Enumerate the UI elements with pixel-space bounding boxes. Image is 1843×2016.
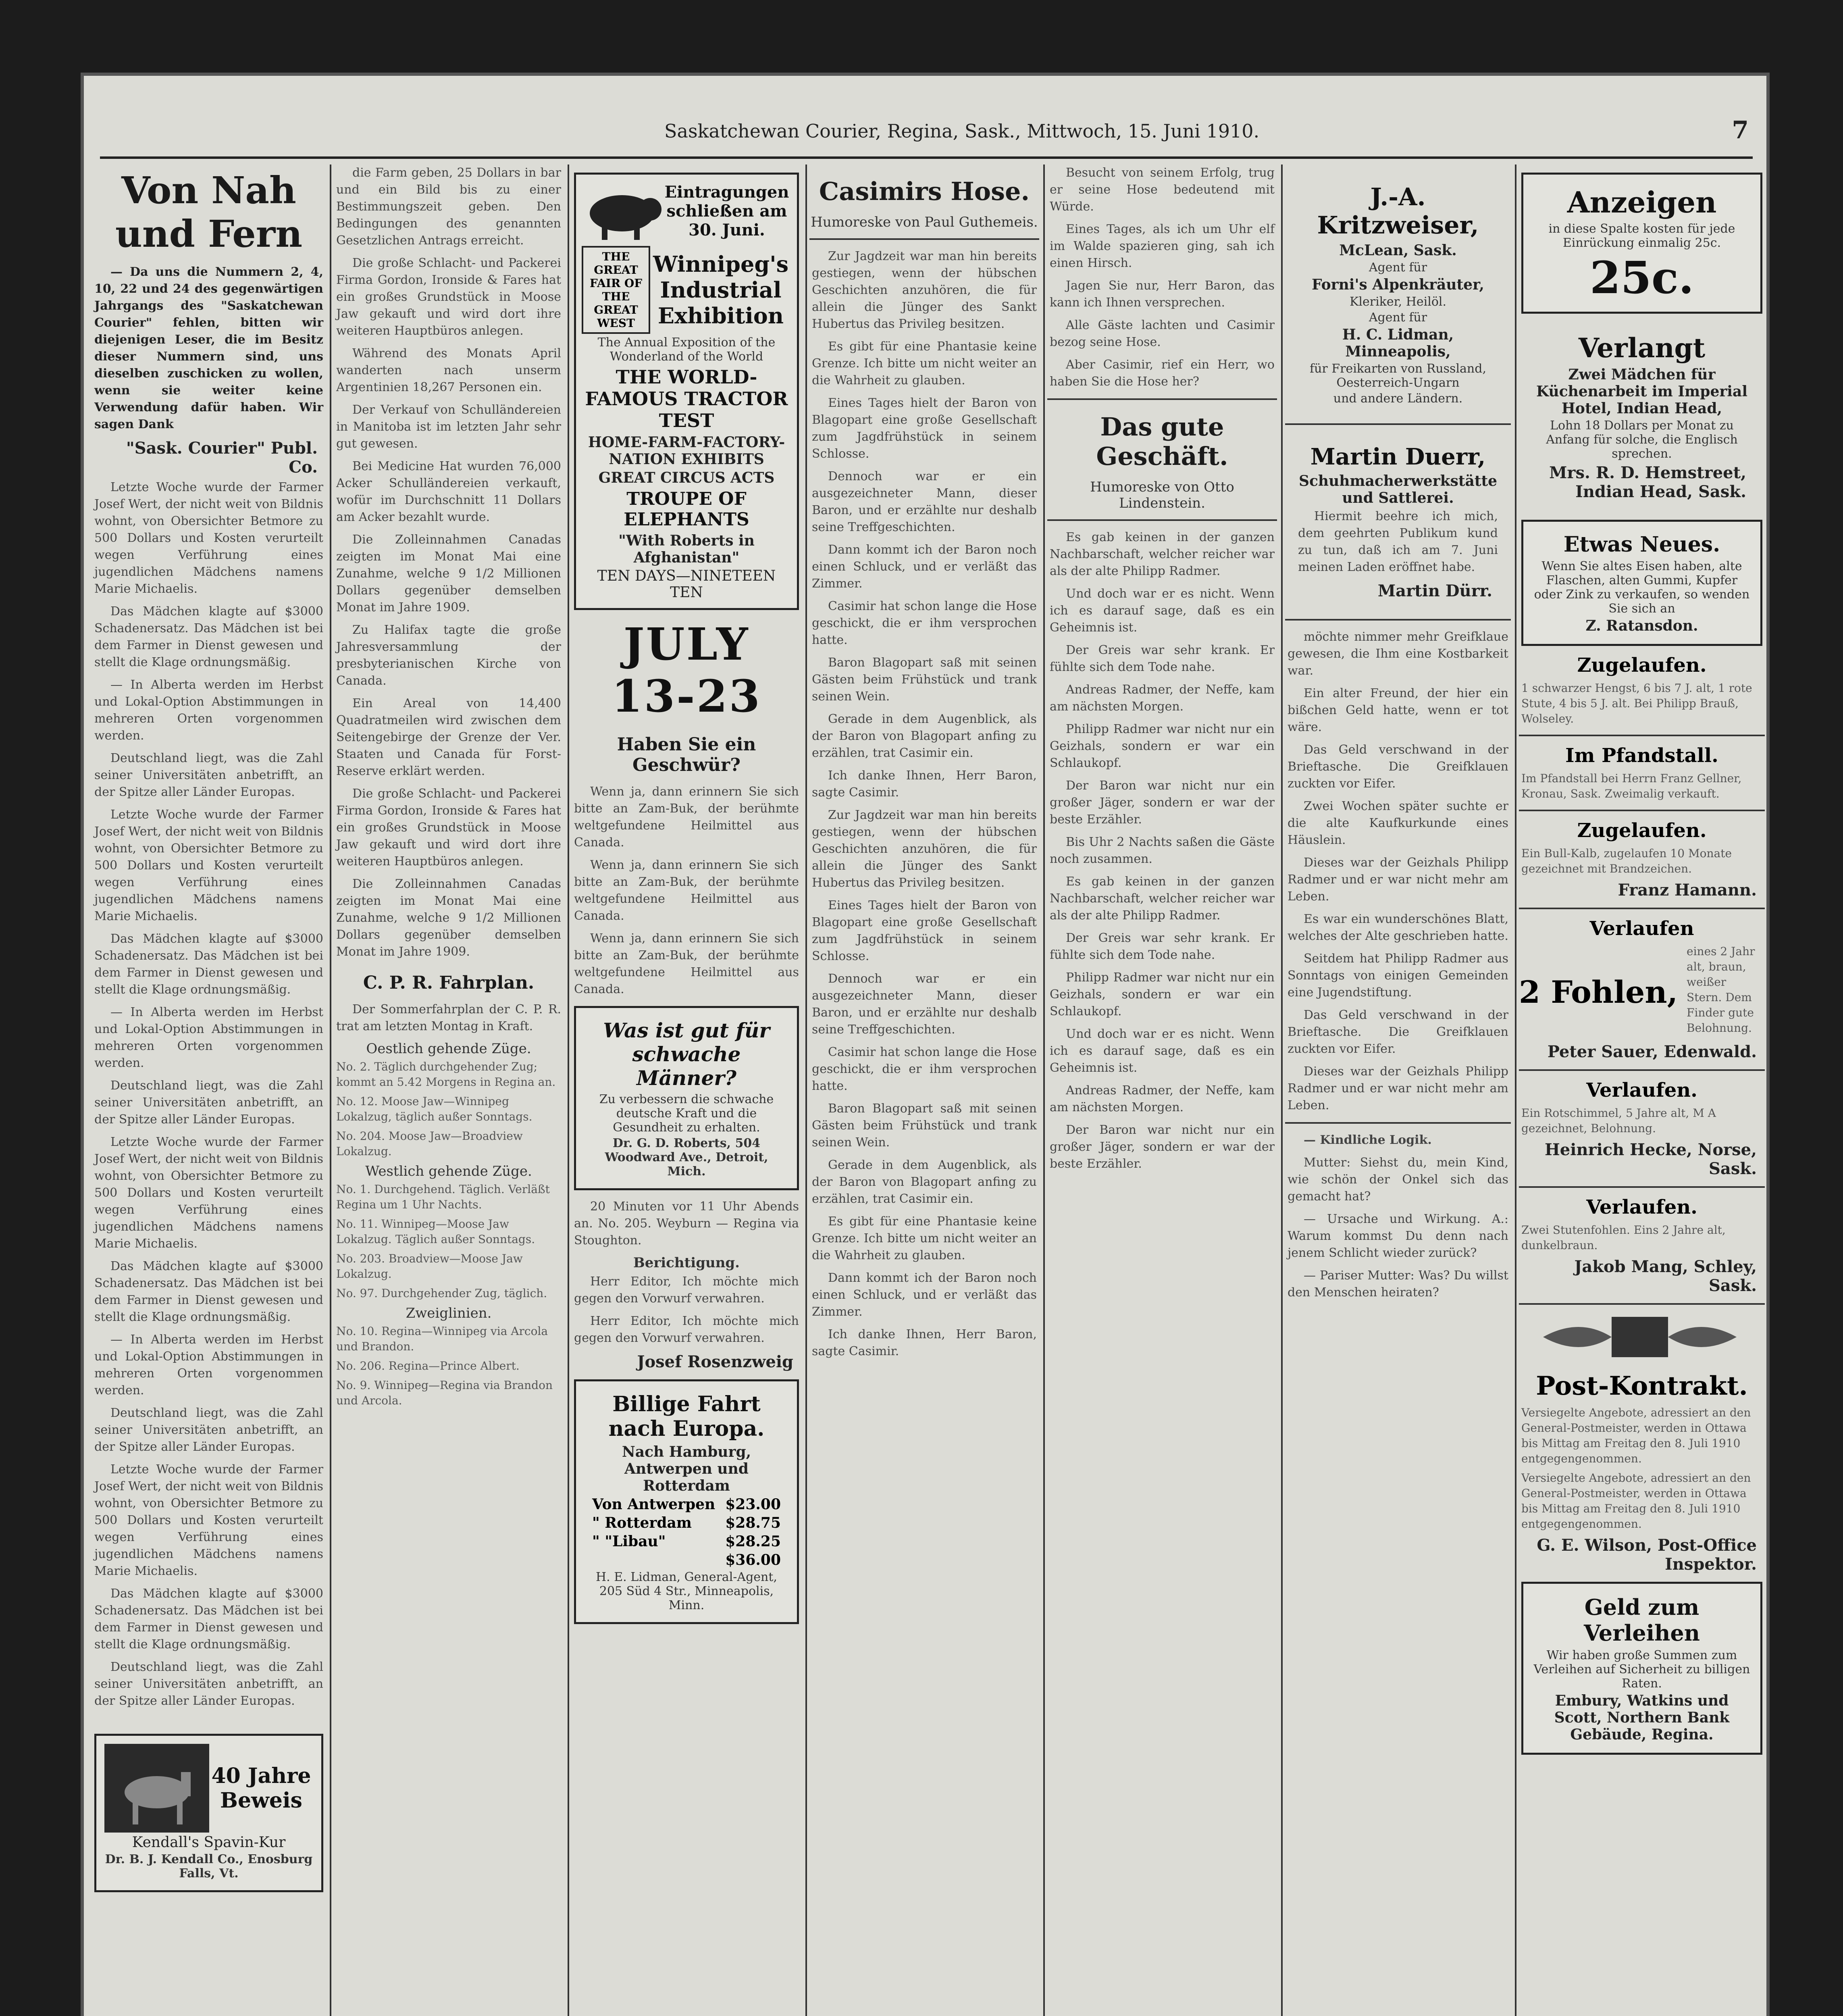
article-paragraph: Das Mädchen klagte auf $3000 Schadenersatz. Das Mädchen ist bei dem Farmer in Dienst gewesen und stellt die Klage ordnungsmäßig. — [94, 1587, 323, 1652]
section-title: Von Nah und Fern — [115, 169, 303, 256]
ad-place: McLean, Sask. — [1339, 242, 1457, 259]
story-paragraph: Es gibt für eine Phantasie keine Grenze. Ich bitte um nicht weiter an die Wahrheit zu glauben. — [812, 339, 1037, 387]
story-paragraph: Es gibt für eine Phantasie keine Grenze. Ich bitte um nicht weiter an die Wahrheit zu glauben. — [812, 1214, 1037, 1262]
branch-title: Zweiglinien. — [406, 1305, 492, 1321]
train-line: No. 203. Broadview—Moose Jaw Lokalzug. — [336, 1252, 523, 1281]
ad-line: und andere Ländern. — [1333, 392, 1463, 406]
ad-text: Zu verbessern die schwache deutsche Kraft und die Gesundheit zu erhalten. — [599, 1092, 774, 1135]
ad-price: 25c. — [1589, 252, 1694, 304]
correction-title: Berichtigung. — [633, 1255, 740, 1271]
dates-banner — [574, 618, 799, 722]
column-rule — [568, 165, 569, 2016]
story-paragraph: Gerade in dem Augenblick, als der Baron von Blagopart anfing zu erzählen, trat Casimir ein. — [812, 1158, 1037, 1206]
story-paragraph: Dennoch war er ein ausgezeichneter Mann, dieser Baron, und er erzählte nur deshalb seine Treffgeschichten. — [812, 469, 1037, 534]
ad-title: Was ist gut für schwache Männer? — [603, 1018, 770, 1090]
divider — [1519, 1069, 1765, 1071]
ad-signature: Martin Dürr. — [1377, 581, 1492, 600]
fohlen-heading: 2 Fohlen, — [1519, 974, 1678, 1010]
story-paragraph: Dann kommt ich der Baron noch einen Schluck, und er verläßt das Zimmer. — [812, 543, 1037, 591]
divider — [1047, 519, 1277, 521]
notice-signature: Heinrich Hecke, Norse, Sask. — [1545, 1140, 1757, 1178]
article-paragraph: Der Verkauf von Schulländereien in Manitoba ist im letzten Jahr sehr gut gewesen. — [336, 403, 561, 451]
column-rule — [1043, 165, 1045, 2016]
price-row: Von Antwerpen $23.00 — [592, 1496, 781, 1513]
divider — [809, 238, 1039, 240]
story-paragraph: Dann kommt ich der Baron noch einen Schluck, und er verläßt das Zimmer. — [812, 1271, 1037, 1319]
ad-footer: H. E. Lidman, General-Agent, 205 Süd 4 Str., Minneapolis, Minn. — [596, 1570, 777, 1612]
correction-text: Herr Editor, Ich möchte mich gegen den Vorwurf verwahren. — [574, 1314, 799, 1345]
article-paragraph: Ein Areal von 14,400 Quadratmeilen wird zwischen dem Seitengebirge der Grenze der Ver. Staaten und Canada für Forst-Reserve erklärt werden. — [336, 696, 561, 778]
ad-line: H. C. Lidman, Minneapolis, — [1342, 326, 1454, 360]
article-paragraph: Bei Medicine Hat wurden 76,000 Acker Schulländereien verkauft, wofür im Durchschnitt 11 Dollars am Acker bezahlt wurde. — [336, 459, 561, 524]
post-title: Post-Kontrakt. — [1536, 1371, 1748, 1401]
ad-feature: HOME-FARM-FACTORY-NATION EXHIBITS — [588, 434, 785, 468]
story-paragraph: Der Baron war nicht nur ein großer Jäger, sondern er war der beste Erzähler. — [1050, 779, 1275, 827]
notice-text: Ein Bull-Kalb, zugelaufen 10 Monate gezeichnet mit Brandzeichen. — [1521, 847, 1732, 875]
horse-icon — [104, 1744, 209, 1833]
story-subtitle: Humoreske von Paul Guthemeis. — [811, 214, 1038, 230]
story-paragraph: Aber Casimir, rief ein Herr, wo haben Sie die Hose her? — [1050, 358, 1275, 389]
story-paragraph: Bis Uhr 2 Nachts saßen die Gäste noch zusammen. — [1050, 835, 1275, 866]
kritzweiser-ad — [1288, 173, 1508, 415]
buffalo-icon — [582, 181, 662, 242]
ad-line: Forni's Alpenkräuter, — [1312, 276, 1484, 293]
ad-line: Kleriker, Heilöl. — [1349, 295, 1447, 309]
east-title: Oestlich gehende Züge. — [366, 1041, 531, 1057]
story-paragraph: Zur Jagdzeit war man hin bereits gestiegen, wenn der hübschen Geschichten anzuhören, die für allein die Jünger des Sankt Hubertus das Privileg besitzen. — [812, 249, 1037, 331]
story-paragraph: Zwei Wochen später suchte er die alte Kaufkurkunde eines Häuslein. — [1288, 799, 1508, 847]
ad-feature: GREAT CIRCUS ACTS — [598, 469, 775, 486]
roberts-ad — [574, 1006, 799, 1190]
article-paragraph: Letzte Woche wurde der Farmer Josef Wert, der nicht weit von Bildnis wohnt, von Obersichter Betmore zu 500 Dollars und Kosten verurteilt wegen Verführung eines jugendlichen Mädchens namens Marie Michaelis. — [94, 1462, 323, 1578]
story-paragraph: Dieses war der Geizhals Philipp Radmer und er war nicht mehr am Leben. — [1288, 1064, 1508, 1112]
story-paragraph: Andreas Radmer, der Neffe, kam am nächsten Morgen. — [1050, 683, 1275, 714]
west-title: Westlich gehende Züge. — [365, 1163, 532, 1179]
train-line: No. 10. Regina—Winnipeg via Arcola und Brandon. — [336, 1325, 548, 1353]
article-paragraph: Deutschland liegt, was die Zahl seiner Universitäten anbetrifft, an der Spitze aller Länder Europas. — [94, 751, 323, 799]
schedule-text: 20 Minuten vor 11 Uhr Abends an. No. 205. Weyburn — Regina via Stoughton. — [574, 1200, 799, 1248]
story-title: Das gute Geschäft. — [1096, 412, 1228, 471]
story-paragraph: — Pariser Mutter: Was? Du willst den Menschen heiraten? — [1288, 1268, 1508, 1300]
story-paragraph: Seitdem hat Philipp Radmer aus Sonntags von einigen Gemeinden eine Jugendstiftung. — [1288, 952, 1508, 1000]
kinder-title: — Kindliche Logik. — [1304, 1133, 1432, 1147]
notice-signature: Peter Sauer, Edenwald. — [1547, 1042, 1757, 1061]
article-paragraph: — In Alberta werden im Herbst und Lokal-Option Abstimmungen in mehreren Orten vorgenommen werden. — [94, 1333, 323, 1397]
ad-title: Billige Fahrt nach Europa. — [608, 1392, 765, 1441]
story-title: Casimirs Hose. — [819, 177, 1030, 206]
article-paragraph: die Farm geben, 25 Dollars in bar und ein Bild bis zu einer Bestimmungszeit geben. Den Bedingungen des genannten Gesetzlichen Antrags erreicht. — [336, 166, 561, 248]
price-row: $36.00 — [725, 1552, 781, 1568]
story-paragraph: Der Baron war nicht nur ein großer Jäger, sondern er war der beste Erzähler. — [1050, 1123, 1275, 1171]
divider — [1519, 810, 1765, 811]
ad-title: Etwas Neues. — [1563, 532, 1720, 557]
story-paragraph: Philipp Radmer war nicht nur ein Geizhals, sondern er war ein Schlaukopf. — [1050, 722, 1275, 770]
ad-text: in diese Spalte kosten für jede Einrückung einmalig 25c. — [1548, 222, 1735, 250]
column-rule — [1515, 165, 1516, 2016]
ad-feature: TROUPE OF ELEPHANTS — [624, 489, 749, 530]
article-paragraph: Das Mädchen klagte auf $3000 Schadenersatz. Das Mädchen ist bei dem Farmer in Dienst gewesen und stellt die Klage ordnungsmäßig. — [94, 1259, 323, 1324]
ad-subtitle: Kendall's Spavin-Kur — [132, 1834, 286, 1851]
story-paragraph: — Ursache und Wirkung. A.: Warum kommst Du denn nach jenem Schlicht wieder zurück? — [1288, 1212, 1508, 1260]
ad-name: J.-A. Kritzweiser, — [1317, 183, 1479, 240]
article-paragraph: Letzte Woche wurde der Farmer Josef Wert, der nicht weit von Bildnis wohnt, von Obersichter Betmore zu 500 Dollars und Kosten verurteilt wegen Verführung eines jugendlichen Mädchens namens Marie Michaelis. — [94, 1135, 323, 1251]
ad-text: Lohn 18 Dollars per Monat zu Anfang für solche, die Englisch sprechen. — [1546, 419, 1738, 461]
article-paragraph: Die große Schlacht- und Packerei Firma Gordon, Ironside & Fares hat ein großes Grundstück in Moose Jaw gekauft und wird dort ihre weiteren Hauptbüros anlegen. — [336, 787, 561, 868]
kendall-ad — [94, 1734, 323, 1892]
divider — [1047, 398, 1277, 400]
duerr-ad — [1288, 433, 1508, 611]
divider — [1519, 735, 1765, 736]
notice: — Da uns die Nummern 2, 4, 10, 22 und 24 des gegenwärtigen Jahrgangs des "Saskatchewan Courier" fehlen, bitten wir diejenigen Leser, die im Besitz dieser Nummern sind, uns dieselben zuschicken zu wollen, wenn sie weiter keine Verwendung dafür haben. Wir sagen Dank — [94, 265, 323, 431]
story-subtitle: Humoreske von Otto Lindenstein. — [1090, 479, 1234, 511]
ad-title: Geld zum Verleihen — [1583, 1594, 1700, 1646]
fohlen-row — [1519, 944, 1765, 1040]
article-paragraph: Letzte Woche wurde der Farmer Josef Wert, der nicht weit von Bildnis wohnt, von Obersichter Betmore zu 500 Dollars und Kosten verurteilt wegen Verführung eines jugendlichen Mädchens namens Marie Michaelis. — [94, 808, 323, 923]
ad-title: Verlangt — [1578, 332, 1706, 364]
anzeigen-box — [1521, 173, 1762, 314]
notice-text: Ein Rotschimmel, 5 Jahre alt, M A gezeichnet, Belohnung. — [1521, 1106, 1716, 1135]
column-3 — [572, 165, 801, 2016]
ad-signature: Mrs. R. D. Hemstreet, Indian Head, Sask. — [1549, 463, 1746, 501]
cpr-text: Der Sommerfahrplan der C. P. R. trat am letzten Montag in Kraft. — [336, 1002, 561, 1033]
article-paragraph: Deutschland liegt, was die Zahl seiner Universitäten anbetrifft, an der Spitze aller Länder Europas. — [94, 1660, 323, 1708]
column-rule — [330, 165, 331, 2016]
story-paragraph: Casimir hat schon lange die Hose geschickt, die er ihm versprochen hatte. — [812, 599, 1037, 647]
ad-signature: Z. Ratansdon. — [1585, 617, 1698, 634]
article-paragraph: — In Alberta werden im Herbst und Lokal-Option Abstimmungen in mehreren Orten vorgenommen werden. — [94, 678, 323, 743]
ad-name: Martin Duerr, — [1310, 444, 1486, 470]
notice-signature: "Sask. Courier" Publ. Co. — [126, 439, 318, 477]
post-signature: G. E. Wilson, Post-Office Inspektor. — [1537, 1536, 1757, 1574]
article-paragraph: Wenn ja, dann erinnern Sie sich bitte an Zam-Buk, der berühmte weltgefundene Heilmittel aus Canada. — [574, 785, 799, 850]
notice-signature: Jakob Mang, Schley, Sask. — [1574, 1257, 1757, 1295]
ad-days: TEN DAYS—NINETEEN TEN — [597, 568, 776, 601]
article-paragraph: Letzte Woche wurde der Farmer Josef Wert, der nicht weit von Bildnis wohnt, von Obersichter Betmore zu 500 Dollars und Kosten verurteilt wegen Verführung eines jugendlichen Mädchens namens Marie Michaelis. — [94, 480, 323, 596]
column-1 — [92, 165, 326, 2016]
ad-feature: THE WORLD-FAMOUS TRACTOR TEST — [585, 366, 788, 431]
story-paragraph: Der Greis war sehr krank. Er fühlte sich dem Tode nahe. — [1050, 643, 1275, 674]
notice-text: eines 2 Jahr alt, braun, weißer Stern. Dem Finder gute Belohnung. — [1687, 945, 1755, 1035]
story-paragraph: Dennoch war er ein ausgezeichneter Mann, dieser Baron, und er erzählte nur deshalb seine Treffgeschichten. — [812, 972, 1037, 1037]
story-paragraph: Besucht von seinem Erfolg, trug er seine Hose bedeutend mit Würde. — [1050, 166, 1275, 214]
ad-head: Nach Hamburg, Antwerpen und Rotterdam — [622, 1443, 751, 1494]
train-line: No. 206. Regina—Prince Albert. — [336, 1359, 520, 1372]
notice-title: Zugelaufen. — [1577, 819, 1707, 842]
article-paragraph: Wenn ja, dann erinnern Sie sich bitte an Zam-Buk, der berühmte weltgefundene Heilmittel aus Canada. — [574, 858, 799, 923]
story-paragraph: Jagen Sie nur, Herr Baron, das kann ich Ihnen versprechen. — [1050, 279, 1275, 310]
ad-text: Wir haben große Summen zum Verleihen auf Sicherheit zu billigen Raten. — [1533, 1648, 1750, 1691]
ad-sub: Zwei Mädchen für Küchenarbeit im Imperial Hotel, Indian Head, — [1536, 366, 1747, 417]
ad-text: Wenn Sie altes Eisen haben, alte Flaschen, alten Gummi, Kupfer oder Zink zu verkaufen, so wenden Sie sich an — [1534, 559, 1750, 616]
train-line: No. 97. Durchgehender Zug, täglich. — [336, 1287, 547, 1300]
story-paragraph: Eines Tages hielt der Baron von Blagopart eine große Gesellschaft zum Jagdfrühstück in seinem Schlosse. — [812, 396, 1037, 461]
story-paragraph: Es gab keinen in der ganzen Nachbarschaft, welcher reicher war als der alte Philipp Radmer. — [1050, 875, 1275, 923]
divider — [1285, 619, 1511, 621]
story-paragraph: Zur Jagdzeit war man hin bereits gestiegen, wenn der hübschen Geschichten anzuhören, die für allein die Jünger des Sankt Hubertus das Privileg besitzen. — [812, 808, 1037, 890]
europe-ad — [574, 1379, 799, 1624]
ad-text: Hiermit beehre ich mich, dem geehrten Publikum kund zu tun, daß ich am 7. Juni meinen Laden eröffnet habe. — [1298, 509, 1498, 574]
ad-signature: Embury, Watkins und Scott, Northern Bank Gebäude, Regina. — [1554, 1692, 1730, 1743]
story-paragraph: Gerade in dem Augenblick, als der Baron von Blagopart anfing zu erzählen, trat Casimir ein. — [812, 712, 1037, 760]
geld-ad — [1521, 1582, 1762, 1755]
column-rule — [1281, 165, 1283, 2016]
column-4 — [809, 165, 1039, 2016]
price-row: " "Libau" $28.25 — [592, 1533, 781, 1550]
fair-badge: THE GREAT FAIR OF THE GREAT WEST — [582, 246, 650, 334]
article-paragraph: Zu Halifax tagte die große Jahresversammlung der presbyterianischen Kirche von Canada. — [336, 623, 561, 688]
column-rule — [805, 165, 807, 2016]
article-paragraph: Das Mädchen klagte auf $3000 Schadenersatz. Das Mädchen ist bei dem Farmer in Dienst gewesen und stellt die Klage ordnungsmäßig. — [94, 932, 323, 997]
cpr-title: C. P. R. Fahrplan. — [363, 973, 535, 993]
story-paragraph: Andreas Radmer, der Neffe, kam am nächsten Morgen. — [1050, 1083, 1275, 1114]
page-number: 7 — [1732, 116, 1749, 144]
ad-dates: JULY 13-23 — [612, 618, 761, 722]
story-paragraph: Dieses war der Geizhals Philipp Radmer und er war nicht mehr am Leben. — [1288, 856, 1508, 904]
story-paragraph: Eines Tages hielt der Baron von Blagopart eine große Gesellschaft zum Jagdfrühstück in seinem Schlosse. — [812, 898, 1037, 963]
story-paragraph: Der Greis war sehr krank. Er fühlte sich dem Tode nahe. — [1050, 931, 1275, 962]
article-paragraph: Das Mädchen klagte auf $3000 Schadenersatz. Das Mädchen ist bei dem Farmer in Dienst gewesen und stellt die Klage ordnungsmäßig. — [94, 604, 323, 669]
story-paragraph: Das Geld verschwand in der Brieftasche. Die Greifklauen zuckten vor Eifer. — [1288, 743, 1508, 791]
divider — [1519, 1186, 1765, 1188]
divider — [1285, 1122, 1511, 1124]
post-text: Versiegelte Angebote, adressiert an den General-Postmeister, werden in Ottawa bis Mittag am Freitag den 8. Juli 1910 entgegengenommen. — [1521, 1471, 1751, 1531]
notice-text: Im Pfandstall bei Herrn Franz Gellner, Kronau, Sask. Zweimalig verkauft. — [1521, 772, 1742, 800]
story-paragraph: Baron Blagopart saß mit seinen Gästen beim Frühstück und trank seinen Wein. — [812, 656, 1037, 704]
masthead-line: Saskatchewan Courier, Regina, Sask., Mittwoch, 15. Juni 1910. — [664, 120, 1260, 142]
ad-title: Winnipeg's Industrial Exhibition — [653, 251, 789, 329]
story-paragraph: Und doch war er es nicht. Wenn ich es darauf sage, daß es ein Geheimnis ist. — [1050, 1027, 1275, 1075]
article-title: Haben Sie ein Geschwür? — [617, 734, 756, 775]
column-7 — [1519, 165, 1765, 2016]
neues-ad — [1521, 520, 1762, 646]
ad-feature: "With Roberts in Afghanistan" — [618, 532, 755, 566]
article-paragraph: Die große Schlacht- und Packerei Firma Gordon, Ironside & Fares hat ein großes Grundstück in Moose Jaw gekauft und wird dort ihre weiteren Hauptbüros anlegen. — [336, 256, 561, 338]
exhibition-ad — [574, 173, 799, 610]
newspaper-page — [81, 73, 1770, 2016]
story-paragraph: Es war ein wunderschönes Blatt, welches der Alte geschrieben hatte. — [1288, 912, 1508, 943]
column-6 — [1285, 165, 1511, 2016]
train-line: No. 204. Moose Jaw—Broadview Lokalzug. — [336, 1129, 523, 1158]
correction-text: Herr Editor, Ich möchte mich gegen den Vorwurf verwahren. — [574, 1275, 799, 1306]
notice-title: Verlaufen — [1589, 917, 1694, 940]
article-paragraph: Während des Monats April wanderten nach unserm Argentinien 18,267 Personen ein. — [336, 346, 561, 394]
train-line: No. 12. Moose Jaw—Winnipeg Lokalzug, täglich außer Sonntags. — [336, 1095, 533, 1123]
train-line: No. 2. Täglich durchgehender Zug; kommt an 5.42 Morgens in Regina an. — [336, 1060, 556, 1089]
ad-line: Agent für — [1369, 310, 1427, 325]
story-paragraph: Alle Gäste lachten und Casimir bezog seine Hose. — [1050, 318, 1275, 349]
ad-title: Anzeigen — [1567, 185, 1717, 219]
notice-title: Verlaufen. — [1586, 1079, 1697, 1102]
notice-title: Verlaufen. — [1586, 1196, 1697, 1218]
article-paragraph: Deutschland liegt, was die Zahl seiner Universitäten anbetrifft, an der Spitze aller Länder Europas. — [94, 1406, 323, 1454]
story-paragraph: möchte nimmer mehr Greifklaue gewesen, die Ihm eine Kostbarkeit war. — [1288, 630, 1508, 678]
ad-footer: Dr. B. J. Kendall Co., Enosburg Falls, Vt. — [105, 1852, 313, 1881]
story-paragraph: Ein alter Freund, der hier ein bißchen Geld hatte, wenn er tot wäre. — [1288, 686, 1508, 734]
ad-header: Eintragungen schließen am 30. Juni. — [664, 183, 789, 240]
train-line: No. 1. Durchgehend. Täglich. Verläßt Regina um 1 Uhr Nachts. — [336, 1183, 550, 1211]
ad-line: Agent für — [1369, 260, 1427, 275]
ad-title: 40 Jahre Beweis — [211, 1764, 311, 1813]
correction-signature: Josef Rosenzweig — [637, 1352, 793, 1371]
story-paragraph: Philipp Radmer war nicht nur ein Geizhals, sondern er war ein Schlaukopf. — [1050, 971, 1275, 1018]
coat-of-arms-icon — [1519, 1313, 1761, 1361]
notice-title: Im Pfandstall. — [1565, 744, 1718, 767]
train-line: No. 9. Winnipeg—Regina via Brandon und Arcola. — [336, 1379, 553, 1407]
divider — [1519, 908, 1765, 909]
article-paragraph: Wenn ja, dann erinnern Sie sich bitte an Zam-Buk, der berühmte weltgefundene Heilmittel aus Canada. — [574, 931, 799, 996]
post-text: Versiegelte Angebote, adressiert an den General-Postmeister, werden in Ottawa bis Mittag am Freitag den 8. Juli 1910 entgegengenommen. — [1521, 1406, 1751, 1465]
article-paragraph: Die Zolleinnahmen Canadas zeigten im Monat Mai eine Zunahme, welche 9 1/2 Millionen Dollars gegenüber demselben Monat im Jahre 1909. — [336, 877, 561, 959]
article-paragraph: Die Zolleinnahmen Canadas zeigten im Monat Mai eine Zunahme, welche 9 1/2 Millionen Dollars gegenüber demselben Monat im Jahre 1909. — [336, 533, 561, 614]
masthead — [100, 108, 1753, 159]
train-line: No. 11. Winnipeg—Moose Jaw Lokalzug. Täglich außer Sonntags. — [336, 1217, 535, 1246]
story-paragraph: Das Geld verschwand in der Brieftasche. Die Greifklauen zuckten vor Eifer. — [1288, 1008, 1508, 1056]
notice-text: 1 schwarzer Hengst, 6 bis 7 J. alt, 1 rote Stute, 4 bis 5 J. alt. Bei Philipp Brauß, Wolseley. — [1521, 681, 1752, 725]
ad-signature: Dr. G. D. Roberts, 504 Woodward Ave., Detroit, Mich. — [605, 1136, 768, 1179]
ad-line: für Freikarten von Russland, Oesterreich-Ungarn — [1310, 362, 1486, 390]
ad-sub: Schuhmacherwerkstätte und Sattlerei. — [1298, 473, 1497, 506]
story-paragraph: Eines Tages, als ich um Uhr elf im Walde spazieren ging, sah ich einen Hirsch. — [1050, 222, 1275, 270]
story-paragraph: Baron Blagopart saß mit seinen Gästen beim Frühstück und trank seinen Wein. — [812, 1102, 1037, 1150]
story-paragraph: Mutter: Siehst du, mein Kind, wie schön der Onkel sich das gemacht hat? — [1288, 1156, 1508, 1204]
story-paragraph: Ich danke Ihnen, Herr Baron, sagte Casimir. — [812, 1327, 1037, 1358]
divider — [1285, 423, 1511, 425]
column-2 — [334, 165, 564, 2016]
story-paragraph: Es gab keinen in der ganzen Nachbarschaft, welcher reicher war als der alte Philipp Radmer. — [1050, 530, 1275, 578]
price-row: " Rotterdam $28.75 — [592, 1514, 781, 1531]
story-paragraph: Ich danke Ihnen, Herr Baron, sagte Casimir. — [812, 768, 1037, 800]
notice-text: Zwei Stutenfohlen. Eins 2 Jahre alt, dunkelbraun. — [1521, 1223, 1726, 1252]
article-paragraph: — In Alberta werden im Herbst und Lokal-Option Abstimmungen in mehreren Orten vorgenommen werden. — [94, 1005, 323, 1070]
notice-title: Zugelaufen. — [1577, 654, 1707, 677]
notice-signature: Franz Hamann. — [1618, 881, 1757, 900]
column-5 — [1047, 165, 1277, 2016]
divider — [1519, 1303, 1765, 1305]
article-paragraph: Deutschland liegt, was die Zahl seiner Universitäten anbetrifft, an der Spitze aller Länder Europas. — [94, 1079, 323, 1127]
verlangt-ad — [1521, 322, 1762, 512]
story-paragraph: Und doch war er es nicht. Wenn ich es darauf sage, daß es ein Geheimnis ist. — [1050, 587, 1275, 635]
ad-subtitle: The Annual Exposition of the Wonderland of the World — [597, 335, 776, 364]
story-paragraph: Casimir hat schon lange die Hose geschickt, die er ihm versprochen hatte. — [812, 1045, 1037, 1093]
